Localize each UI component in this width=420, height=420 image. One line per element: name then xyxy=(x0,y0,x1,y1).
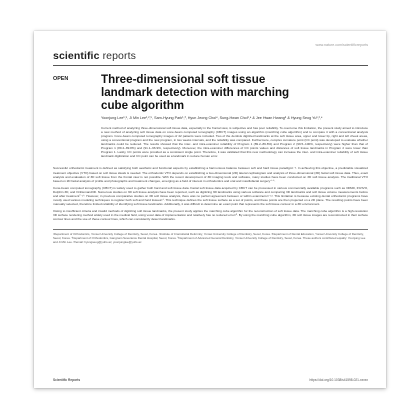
body-paragraph: Cone-beam computed tomography (CBCT) is widely used to gather both hard and soft tissue data. Facial soft tissue data acquired by CBCT can be processed in various commercially available programs such as 3DMD, INVIVO, Dolphin 3D, and OnDemand3D. Numerous studies on 3D soft tissue analysis have been reported, such as digitizing 3D landmarks using various software and comparing 3D landmarks and soft tissue volume measurements before and after treatment⁷⁻¹⁰. However, in previous comparative studies on 3D soft tissue analysis, there was no perfect agreement between or within examiners¹¹⁻¹³. This limitation is because existing dental orthodontic programs have mostly used various modeling techniques to register both soft and hard tissues¹⁴. This technique defines the soft tissue surface as a set of points, and these points are then projected on a 2D plane. The resulting points have been manually selected, therefore limited reliability of identifying soft tissue landmarks. Additionally, it was difficult to determine an exact point that represents the soft tissue contour in a 3D environment. xyxy=(53,185,368,207)
author-list: Yoonjung Lee¹,⁵, Ji Min Lee¹,²,⁵, Sam-Hyung Park¹,³, Hyun Jeong Choi⁴, Sung-Hwan Choi¹,⁴ & Jee Hwan Hwang⁵ & Hyung Seog Yu¹,²,⁴ xyxy=(101,115,323,120)
abstract xyxy=(101,126,368,159)
header-divider xyxy=(53,65,368,66)
article-header xyxy=(53,73,368,159)
journal-masthead xyxy=(53,50,368,62)
journal-name-bold: scientific xyxy=(53,50,100,62)
page-footer xyxy=(53,378,368,382)
open-access-badge: OPEN xyxy=(53,75,69,82)
footer-journal: Scientific Reports xyxy=(53,378,81,382)
journal-name-light: reports xyxy=(102,50,136,62)
body-text xyxy=(53,166,368,221)
title-block xyxy=(101,73,368,159)
affiliations: ¹Department of Orthodontics, Yonsei University College of Dentistry, Seoul, Korea. ²Institute of Craniofacial Deformity, Yonsei University College of Dentistry, Seoul, Korea. ³Department of Dental Education, Yonsei University College of Dentistry, Seoul, Korea. ⁴Department of Orthodontics, Gangnam Severance Dental Hospital, Seoul, Korea. ⁵Department of Advanced General Dentistry, Yonsei University College of Dentistry, Seoul, Korea. These authors contributed equally: Yoonjung Lee and Ji Min Lee. ✉email: hyungseog@yuhs.ac; yoonjunglee@yuhs.ac xyxy=(53,232,366,244)
journal-url[interactable]: www.nature.com/scientificreports xyxy=(315,43,368,47)
article-title: Three-dimensional soft tissue landmark detection with marching cube algorithm xyxy=(101,72,290,112)
abstract-text: Current method of analyzing three-dimensional soft tissue data, especially in the frontal view, is subjective and has poor reliability. To overcome this limitation, the present study aimed to introduce a new method of analyzing soft tissue data on cone-beam computed tomography (CBCT) images using an algorithm (marching cube algorithm) and to compare it with a conventional analysis program. Cone-beam computed tomography images of 42 patients were included. Two of the dentists digitized landmarks at the soft tissue area, upper and lower lip, right and left cheek areas, using a conventional program and the new program, in two weeks intervals, and the reliability was compared. Furthermore, complex curvature point (CC point) was developed to evaluate whether landmarks could be reduced. The results showed that the inter- and intra-examiner reliability of Program 1 (89.2–89.8%) and Program 2 (99.5–100%, respectively) were higher than that of Program 1 (89.2–89.8%) and (91.1–96.9%, respectively). Moreover, the intra-examiner differences of CC points values and distances of soft tissue landmarks in Program 2 were lower than Program 1. Lastly, CC points were provided as a consistent single point. Therefore, it was validated that this new methodology can increase the inter- and intra-examiner reliability of soft tissue landmark digitization and CC point can be used as a landmark in reduce human error. xyxy=(101,125,368,159)
body-paragraph: Owing to insufficient criteria and invalid methods of digitizing soft tissue landmarks, the present study applies the marching cube algorithm for the reconstruction of soft tissue data. The marching cube algorithm is a high-resolution 3D surface rendering method widely used in the medical field, using voxel data of implementation and relatively has no reduced error¹⁵. By using the marching cube algorithm, 3D soft tissue images are reconstructed in their surface contour lines and the use of these contour lines, which can consistently detect landmarks. xyxy=(53,209,368,222)
footnote-divider xyxy=(53,229,368,230)
footer-doi[interactable]: https://doi.org/10.1038/s41598-021-xxxxx xyxy=(309,378,368,382)
paper-page xyxy=(34,31,386,388)
body-paragraph: Successful orthodontic treatment is defined as satisfying both aesthetic and functional aspects by establishing a harmonious balance between soft and hard tissue paradigm¹⁻³. In achieving this objective, a predictable visualized treatment objective (VTO) based on soft tissue ideals is needed. The orthodontic VTO depends on establishing a two-dimensional (2D) lateral cephalogram and analysis of three-dimensional (3D) facial soft tissue data. Thus, exact analysis and evaluation of 3D soft tissue from the frontal view is not possible. With the recent development of 3D imaging tools and software, many studies have been conducted on 3D soft tissue analysis. The traditional VTO based on 2D facial analysis of profile and photographs and treatment changes, emerging as a field of interest in orthodontics and oral and maxillofacial surgery⁴⁻⁶. xyxy=(53,166,368,183)
